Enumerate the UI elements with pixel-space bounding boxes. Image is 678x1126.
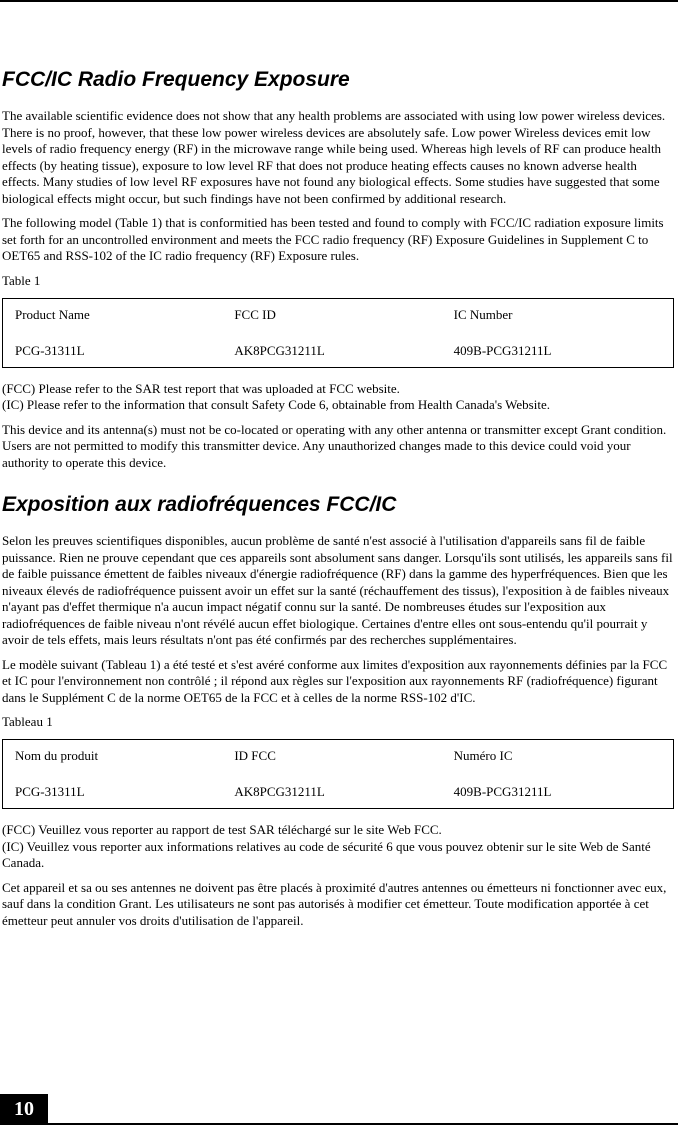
table-header-cell: ID FCC xyxy=(234,748,276,763)
paragraph-en-1: The available scientific evidence does not show that any health problems are associated with using low power wireless devices. There is no proof, however, that these low power wireless devices are absolutely safe. Low power Wireless devices emit low levels of radio frequency energy (RF) in the microwave range while being used. Whereas high levels of RF can produce health effects (by heating tissue), exposure to low level RF that does not produce heating effects causes no known adverse health effects. Many studies of low level RF exposures have not found any biological effects. Some studies have suggested that some biological effects might occur, but such findings have not been confirmed by additional research. xyxy=(2,108,666,206)
paragraph-en-2: The following model (Table 1) that is conformitied has been tested and found to comply with FCC/IC radiation exposure limits set forth for an uncontrolled environment and meets the FCC radio frequency (RF) Exposure Guidelines in Supplement C to OET65 and RSS-102 of the IC radio frequency (RF) Exposure rules. xyxy=(2,215,664,263)
table-header-cell: Product Name xyxy=(15,306,90,322)
section-english xyxy=(2,66,676,471)
table-header-cell: FCC ID xyxy=(234,306,276,322)
section-title-en: FCC/IC Radio Frequency Exposure xyxy=(2,68,350,91)
table-cell: 409B-PCG31211L xyxy=(453,342,552,358)
table-cell: PCG-31311L xyxy=(15,342,85,358)
notes-fr xyxy=(2,822,676,872)
table-en xyxy=(2,298,674,368)
table-header-cell: Nom du produit xyxy=(15,748,99,763)
note-ic-en: (IC) Please refer to the information that consult Safety Code 6, obtainable from Health Canada's Website. xyxy=(2,397,550,412)
section-spacer xyxy=(2,479,676,491)
footer-rule xyxy=(0,1123,678,1125)
table-header-row xyxy=(15,748,673,764)
table-cell: AK8PCG31211L xyxy=(234,784,325,799)
page-content xyxy=(2,66,676,937)
section-title-fr: Exposition aux radiofréquences FCC/IC xyxy=(2,493,397,516)
top-rule xyxy=(0,0,678,2)
table-row xyxy=(15,343,673,359)
table-header-cell: Numéro IC xyxy=(453,748,513,763)
note-fcc-en: (FCC) Please refer to the SAR test report that was uploaded at FCC website. xyxy=(2,380,400,396)
note-fcc-fr: (FCC) Veuillez vous reporter au rapport de test SAR téléchargé sur le site Web FCC. xyxy=(2,822,442,837)
table-cell: PCG-31311L xyxy=(15,784,85,799)
table-header-row xyxy=(15,307,673,323)
page-number: 10 xyxy=(0,1094,48,1124)
table-fr xyxy=(2,739,674,809)
notes-en xyxy=(2,381,676,414)
paragraph-en-3: This device and its antenna(s) must not be co-located or operating with any other antenna or transmitter except Grant condition. Users are not permitted to modify this transmitter device. Any unauthorized changes made to this device could void your authority to operate this device. xyxy=(2,421,667,470)
paragraph-fr-1: Selon les preuves scientifiques disponibles, aucun problème de santé n'est associé à l'utilisation d'appareils sans fil de faible puissance. Rien ne prouve cependant que ces appareils sont absolument sans danger. Lorsqu'ils sont utilisés, les appareils sans fil de faible puissance émettent de faibles niveaux d'énergie radiofréquence (RF) dans la gamme des hyperfréquences. Bien que les niveaux élevés de radiofréquence puissent avoir un effet sur la santé (réchauffement des tissus), l'exposition à de faibles niveaux n'ayant pas d'effet thermique n'a aucun impact négatif connu sur la santé. De nombreuses études sur l'exposition aux radiofréquences de faible niveau n'ont révélé aucun effet biologique. Certaines d'entre elles ont sous-entendu qu'il pourrait y avoir de tels effets, mais leurs résultats n'ont pas été confirmés par des recherches supplémentaires. xyxy=(2,533,673,647)
table-label-en: Table 1 xyxy=(2,272,41,288)
table-row xyxy=(15,784,673,800)
table-label-fr: Tableau 1 xyxy=(2,714,53,729)
table-cell: 409B-PCG31211L xyxy=(453,784,552,799)
paragraph-fr-3: Cet appareil et sa ou ses antennes ne doivent pas être placés à proximité d'autres antennes ou émetteurs ni fonctionner avec eux, sauf dans la condition Grant. Les utilisateurs ne sont pas autorisés à modifier cet émetteur. Toute modification apportée à cet émetteur peut annuler vos droits d'utilisation de l'appareil. xyxy=(2,879,667,928)
paragraph-fr-2: Le modèle suivant (Tableau 1) a été testé et s'est avéré conforme aux limites d'exposition aux rayonnements définies par la FCC et IC pour l'environnement non contrôlé ; il répond aux règles sur l'exposition aux rayonnements RF (radiofréquence) figurant dans le Supplément C de la norme OET65 de la FCC et à celles de la norme RSS-102 d'IC. xyxy=(2,656,668,705)
table-header-cell: IC Number xyxy=(453,306,513,322)
note-ic-fr: (IC) Veuillez vous reporter aux informations relatives au code de sécurité 6 que vous pouvez obtenir sur le site Web de Santé Canada. xyxy=(2,838,651,870)
section-french xyxy=(2,491,676,929)
table-cell: AK8PCG31211L xyxy=(234,342,325,358)
